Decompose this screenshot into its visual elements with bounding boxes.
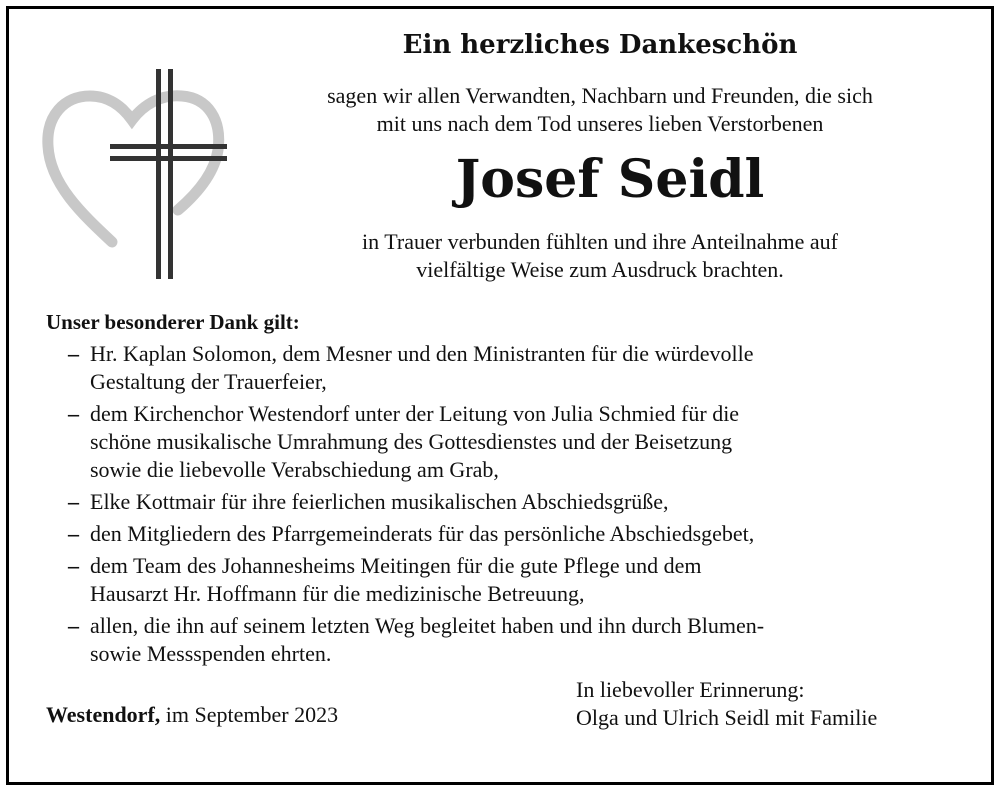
intro-line: sagen wir allen Verwandten, Nachbarn und Freunden, die sich xyxy=(327,83,873,108)
signature-block xyxy=(576,676,877,732)
notice-heading: Ein herzliches Dankeschön xyxy=(402,30,798,60)
dash-bullet: – xyxy=(68,489,79,514)
list-item-line: den Mitgliedern des Pfarrgemeinderats für das persönliche Abschiedsgebet, xyxy=(90,521,755,546)
dash-bullet: – xyxy=(68,401,79,426)
place-and-date xyxy=(46,702,338,728)
list-item-line: Elke Kottmair für ihre feierlichen musikalischen Abschiedsgrüße, xyxy=(90,489,669,514)
outro-line: in Trauer verbunden fühlten und ihre Anteilnahme auf xyxy=(362,229,838,254)
list-item xyxy=(46,340,946,396)
thanks-heading: Unser besonderer Dank gilt: xyxy=(46,310,300,334)
deceased-name: Josef Seidl xyxy=(455,149,765,210)
list-item-line: dem Team des Johannesheims Meitingen für die gute Pflege und dem xyxy=(90,553,702,578)
intro-line: mit uns nach dem Tod unseres lieben Verstorbenen xyxy=(376,111,824,136)
list-item-line: Hr. Kaplan Solomon, dem Mesner und den Ministranten für die würdevolle xyxy=(90,341,754,366)
list-item xyxy=(46,552,946,608)
heart-with-cross-icon xyxy=(42,64,232,282)
list-item-line: Hausarzt Hr. Hoffmann für die medizinische Betreuung, xyxy=(90,581,585,606)
date: im September 2023 xyxy=(160,702,339,727)
dash-bullet: – xyxy=(68,553,79,578)
list-item-line: schöne musikalische Umrahmung des Gottesdienstes und der Beisetzung xyxy=(90,429,733,454)
list-item-line: sowie die liebevolle Verabschiedung am Grab, xyxy=(90,457,499,482)
list-item-line: dem Kirchenchor Westendorf unter der Leitung von Julia Schmied für die xyxy=(90,401,740,426)
list-item xyxy=(46,488,946,516)
dash-bullet: – xyxy=(68,613,79,638)
outro-line: vielfältige Weise zum Ausdruck brachten. xyxy=(416,257,784,282)
heart-shape xyxy=(48,96,219,242)
list-item xyxy=(46,520,946,548)
list-item-line: sowie Messspenden ehrten. xyxy=(90,641,332,666)
family-signature: Olga und Ulrich Seidl mit Familie xyxy=(576,705,878,730)
list-item xyxy=(46,612,946,668)
list-item xyxy=(46,400,946,484)
dash-bullet: – xyxy=(68,521,79,546)
remembrance-line: In liebevoller Erinnerung: xyxy=(576,677,805,702)
list-item-line: Gestaltung der Trauerfeier, xyxy=(90,369,327,394)
thanks-list xyxy=(46,340,946,672)
list-item-line: allen, die ihn auf seinem letzten Weg begleitet haben und ihn durch Blumen- xyxy=(90,613,765,638)
dash-bullet: – xyxy=(68,341,79,366)
intro-text xyxy=(250,82,950,138)
outro-text xyxy=(250,228,950,284)
place: Westendorf, xyxy=(46,702,161,727)
